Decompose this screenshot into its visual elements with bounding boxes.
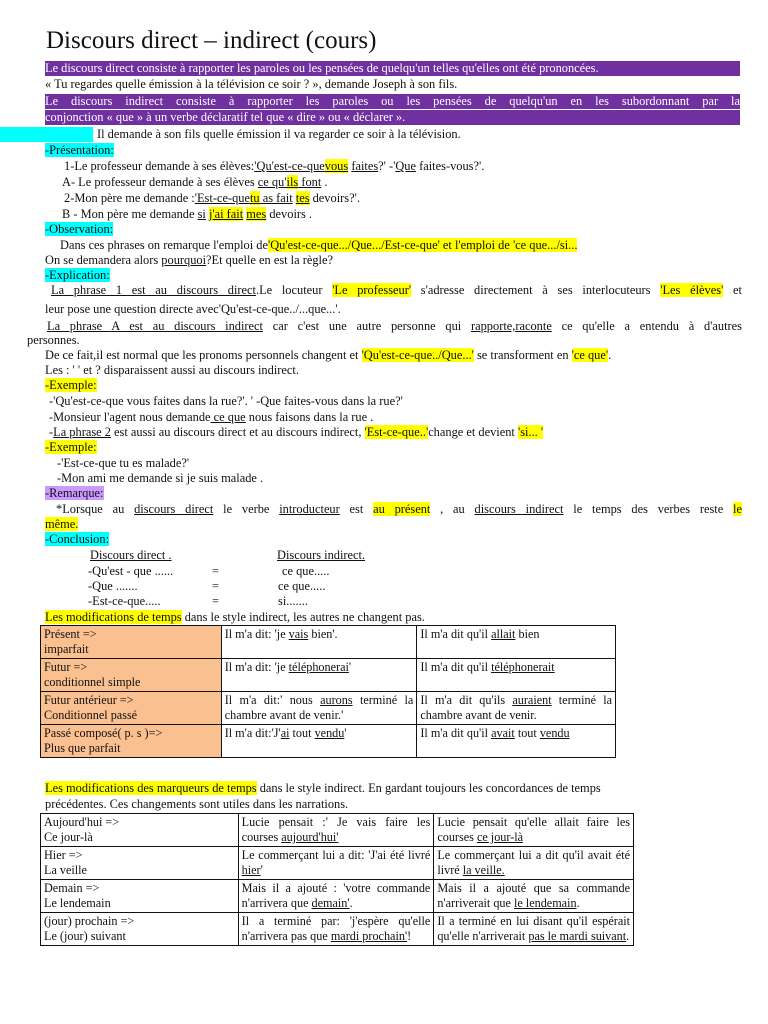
exemple-line-4: -'Est-ce-que tu es malade?' [57, 456, 190, 470]
conclusion-row-1-a: -Qu'est - que ...... [88, 564, 174, 578]
tense-table-direct-cell: Il m'a dit:'J'ai tout vendu' [221, 725, 417, 758]
presentation-line-A: A- Le professeur demande à ses élèves ce qu'ils font . [62, 175, 328, 189]
tense-table-label-cell: Présent => imparfait [41, 626, 222, 659]
exemple-line-1: -'Qu'est-ce-que vous faites dans la rue?'. ' -Que faites-vous dans la rue?' [49, 394, 403, 408]
example-direct: « Tu regardes quelle émission à la télévision ce soir ? », demande Joseph à son fils. [45, 77, 458, 91]
tense-table-row [41, 692, 616, 725]
page-title: Discours direct – indirect (cours) [46, 27, 377, 54]
definition-direct [45, 61, 740, 76]
presentation-heading: -Présentation: [45, 143, 114, 157]
conclusion-row-2-a: -Que ....... [88, 579, 138, 593]
tense-table-row [41, 659, 616, 692]
exemple-heading-1: -Exemple: [45, 378, 97, 392]
time-marker-table-row [41, 847, 634, 880]
presentation-line-1: 1-Le professeur demande à ses élèves:'Qu'est-ce-quevous faites?' -'Que faites-vous?'. [64, 159, 485, 173]
definition-indirect-line-1 [45, 94, 740, 109]
conclusion-heading: -Conclusion: [45, 532, 110, 546]
tense-table-indirect-cell: Il m'a dit qu'il allait bien [417, 626, 616, 659]
time-marker-table-direct-cell: Mais il a ajouté : 'votre commande n'arrivera que demain'. [238, 880, 434, 913]
conclusion-row-3-eq: = [212, 594, 219, 608]
time-marker-table-label-cell: Aujourd'hui => Ce jour-là [41, 814, 239, 847]
definition-indirect-text-1: Le discours indirect consiste à rapporter les paroles ou les pensées de quelqu'un en les subordonnant par la [45, 94, 740, 108]
presentation-line-B: B - Mon père me demande si j'ai fait mes devoirs . [62, 207, 313, 221]
observation-heading: -Observation: [45, 222, 114, 236]
modifications-marqueurs-line-1: Les modifications des marqueurs de temps dans le style indirect. En gardant toujours les concordances de temps [45, 781, 601, 795]
tense-table-label-cell: Futur => conditionnel simple [41, 659, 222, 692]
time-marker-table-direct-cell: Il a terminé par: 'j'espère qu'elle n'arrivera pas que mardi prochain'! [238, 913, 434, 946]
explication-line-6: Les : ' ' et ? disparaissent aussi au discours indirect. [45, 363, 299, 377]
conclusion-row-1-b: ce que..... [282, 564, 330, 578]
definition-indirect-text-2: conjonction « que » à un verbe déclaratif tel que « dire » ou « déclarer ». [45, 110, 740, 125]
tense-table-label-cell: Futur antérieur => Conditionnel passé [41, 692, 222, 725]
modifications-marqueurs-line-2: précédentes. Ces changements sont utiles dans les narrations. [45, 797, 349, 811]
time-marker-table-indirect-cell: Lucie pensait qu'elle allait faire les courses ce jour-là [434, 814, 634, 847]
explication-heading: -Explication: [45, 268, 110, 282]
time-marker-table-direct-cell: Le commerçant lui a dit: 'J'ai été livré hier' [238, 847, 434, 880]
time-marker-table-indirect-cell: Il a terminé en lui disant qu'il espérait qu'elle n'arriverait pas le mardi suivant. [434, 913, 634, 946]
explication-line-1: La phrase 1 est au discours direct.Le locuteur 'Le professeur' s'adresse directement à ses interlocuteurs 'Les élèves' et [51, 283, 742, 297]
cyan-marker [0, 127, 93, 142]
time-marker-table-indirect-cell: Le commerçant lui a dit qu'il avait été livré la veille. [434, 847, 634, 880]
explication-line-4: personnes. [27, 333, 80, 347]
explication-line-3: La phrase A est au discours indirect car c'est une autre personne qui rapporte,raconte ce qu'elle a entendu à d'autres [47, 319, 742, 333]
definition-direct-text: Le discours direct consiste à rapporter les paroles ou les pensées de quelqu'un telles qu'elles ont été prononcées. [45, 61, 740, 76]
time-marker-table-row [41, 880, 634, 913]
conclusion-row-1-eq: = [212, 564, 219, 578]
exemple-heading-2: -Exemple: [45, 440, 97, 454]
presentation-line-2: 2-Mon père me demande :'Est-ce-quetu as fait tes devoirs?'. [64, 191, 360, 205]
explication-line-2: leur pose une question directe avec'Qu'est-ce-que../...que...'. [45, 302, 341, 316]
explication-line-5: De ce fait,il est normal que les pronoms personnels changent et 'Qu'est-ce-que../Que...' se transforment en 'ce que'. [45, 348, 612, 362]
conclusion-row-3-a: -Est-ce-que..... [88, 594, 161, 608]
conclusion-row-2-eq: = [212, 579, 219, 593]
time-marker-table-row [41, 913, 634, 946]
tense-table-direct-cell: Il m'a dit: 'je téléphonerai' [221, 659, 417, 692]
exemple-line-3: -La phrase 2 est aussi au discours direct et au discours indirect, 'Est-ce-que..'change et devient 'si... ' [49, 425, 544, 439]
observation-line-2: On se demandera alors pourquoi?Et quelle en est la règle? [45, 253, 333, 267]
conclusion-row-2-b: ce que..... [278, 579, 326, 593]
conclusion-header-indirect: Discours indirect. [277, 548, 366, 562]
conclusion-header-direct: Discours direct . [90, 548, 172, 562]
exemple-line-5: -Mon ami me demande si je suis malade . [57, 471, 264, 485]
exemple-line-2: -Monsieur l'agent nous demande ce que nous faisons dans la rue . [49, 410, 374, 424]
time-marker-table-direct-cell: Lucie pensait :' Je vais faire les courses aujourd'hui' [238, 814, 434, 847]
tense-table-indirect-cell: Il m'a dit qu'il avait tout vendu [417, 725, 616, 758]
time-marker-table-label-cell: (jour) prochain => Le (jour) suivant [41, 913, 239, 946]
tense-table-direct-cell: Il m'a dit:' nous aurons terminé la chambre avant de venir.' [221, 692, 417, 725]
time-marker-table-label-cell: Hier => La veille [41, 847, 239, 880]
observation-line-1: Dans ces phrases on remarque l'emploi de'Qu'est-ce-que.../Que.../Est-ce-que' et l'emploi de 'ce que.../si... [60, 238, 578, 252]
example-indirect: Il demande à son fils quelle émission il va regarder ce soir à la télévision. [97, 127, 461, 141]
tense-table-label-cell: Passé composé( p. s )=> Plus que parfait [41, 725, 222, 758]
definition-indirect-line-2 [45, 110, 740, 125]
tense-table-indirect-cell: Il m'a dit qu'ils auraient terminé la chambre avant de venir. [417, 692, 616, 725]
time-marker-table [40, 813, 634, 946]
modifications-temps-heading: Les modifications de temps dans le style indirect, les autres ne changent pas. [45, 610, 425, 624]
tense-table-row [41, 626, 616, 659]
remarque-line-1: *Lorsque au discours direct le verbe introducteur est au présent , au discours indirect le temps des verbes reste le [56, 502, 742, 516]
remarque-line-2: même. [45, 517, 79, 531]
tense-table [40, 625, 616, 758]
time-marker-table-row [41, 814, 634, 847]
tense-table-indirect-cell: Il m'a dit qu'il téléphonerait [417, 659, 616, 692]
time-marker-table-indirect-cell: Mais il a ajouté que sa commande n'arriverait que le lendemain. [434, 880, 634, 913]
tense-table-row [41, 725, 616, 758]
conclusion-row-3-b: si....... [278, 594, 308, 608]
time-marker-table-label-cell: Demain => Le lendemain [41, 880, 239, 913]
remarque-heading: -Remarque: [45, 486, 104, 500]
tense-table-direct-cell: Il m'a dit: 'je vais bien'. [221, 626, 417, 659]
